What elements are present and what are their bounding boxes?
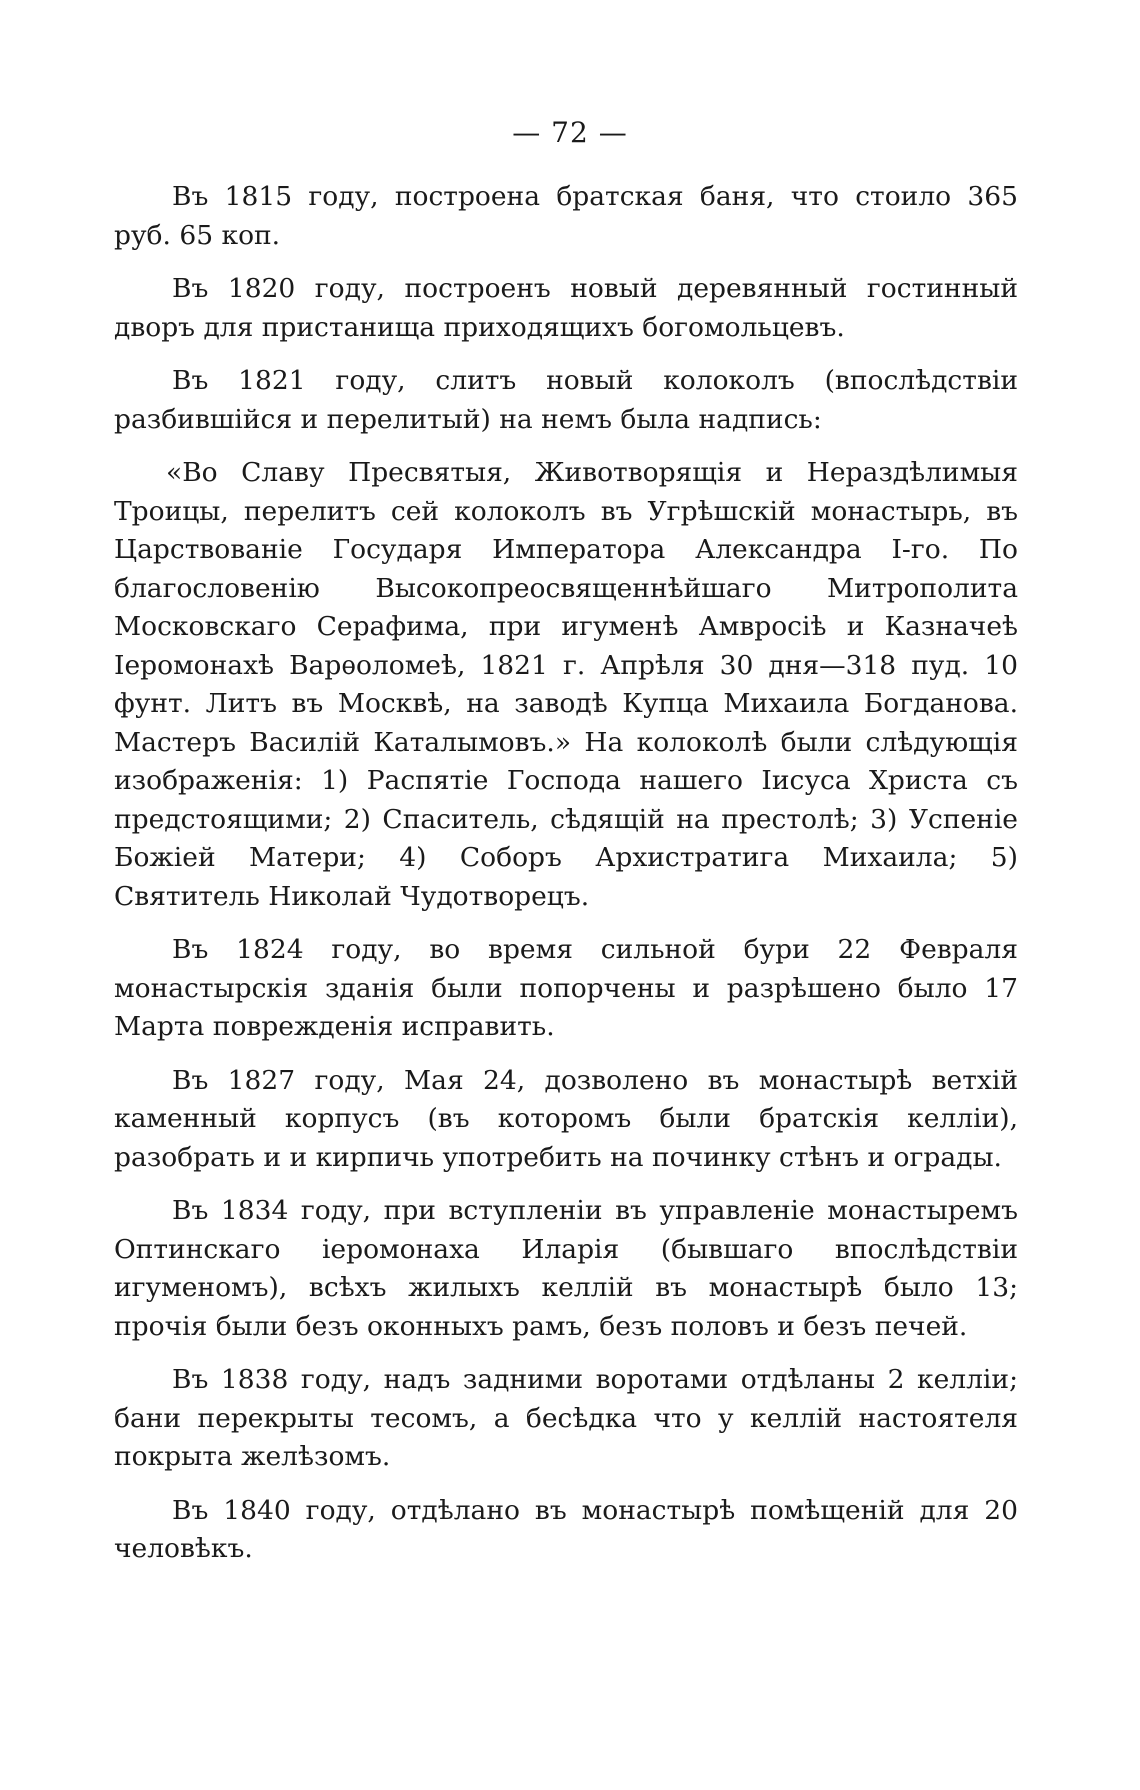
paragraph-bell-inscription: «Во Славу Пресвятыя, Животворящія и Нераздѣлимыя Троицы, перелитъ сей колоколъ въ Угрѣшскій монастырь, въ Царствованіе Государя Императора Александра I-го. По благословенію Высокопреосвященнѣйшаго Митрополита Московскаго Серафима, при игуменѣ Амвросіѣ и Казначеѣ Іеромонахѣ Варѳоломеѣ, 1821 г. Апрѣля 30 дня—318 пуд. 10 фунт. Литъ въ Москвѣ, на заводѣ Купца Михаила Богданова. Мастеръ Василій Каталымовъ.» На колоколѣ были слѣдующія изображенія: 1) Распятіе Господа нашего Іисуса Христа съ предстоящими; 2) Спаситель, сѣдящій на престолѣ; 3) Успеніе Божіей Матери; 4) Соборъ Архистратига Михаила; 5) Святитель Николай Чудотворецъ. [114, 457, 1018, 912]
page-number: — 72 — [512, 116, 628, 149]
paragraph-1821: Въ 1821 году, слитъ новый колоколъ (впослѣдствіи разбившійся и перелитый) на немъ была надпись: [114, 365, 1018, 435]
paragraph-1824: Въ 1824 году, во время сильной бури 22 Февраля монастырскія зданія были попорчены и разрѣшено было 17 Марта поврежденія исправить. [114, 934, 1018, 1042]
paragraph-1834: Въ 1834 году, при вступленіи въ управленіе монастыремъ Оптинскаго іеромонаха Иларія (бывшаго впослѣдствіи игуменомъ), всѣхъ жилыхъ келлій въ монастырѣ было 13; прочія были безъ оконныхъ рамъ, безъ половъ и безъ печей. [114, 1195, 1018, 1342]
paragraph-1820: Въ 1820 году, построенъ новый деревянный гостинный дворъ для пристанища приходящихъ богомольцевъ. [114, 273, 1018, 343]
text-body [114, 178, 1018, 1569]
paragraph-1838: Въ 1838 году, надъ задними воротами отдѣланы 2 келліи; бани перекрыты тесомъ, а бесѣдка что у келлій настоятеля покрыта желѣзомъ. [114, 1364, 1018, 1472]
paragraph-1840: Въ 1840 году, отдѣлано въ монастырѣ помѣщеній для 20 человѣкъ. [114, 1494, 1018, 1564]
paragraph-1815: Въ 1815 году, построена братская баня, что стоило 365 руб. 65 коп. [114, 181, 1018, 251]
paragraph-1827: Въ 1827 году, Мая 24, дозволено въ монастырѣ ветхій каменный корпусъ (въ которомъ были братскія келліи), разобрать и и кирпичь употребить на починку стѣнъ и ограды. [114, 1064, 1018, 1173]
